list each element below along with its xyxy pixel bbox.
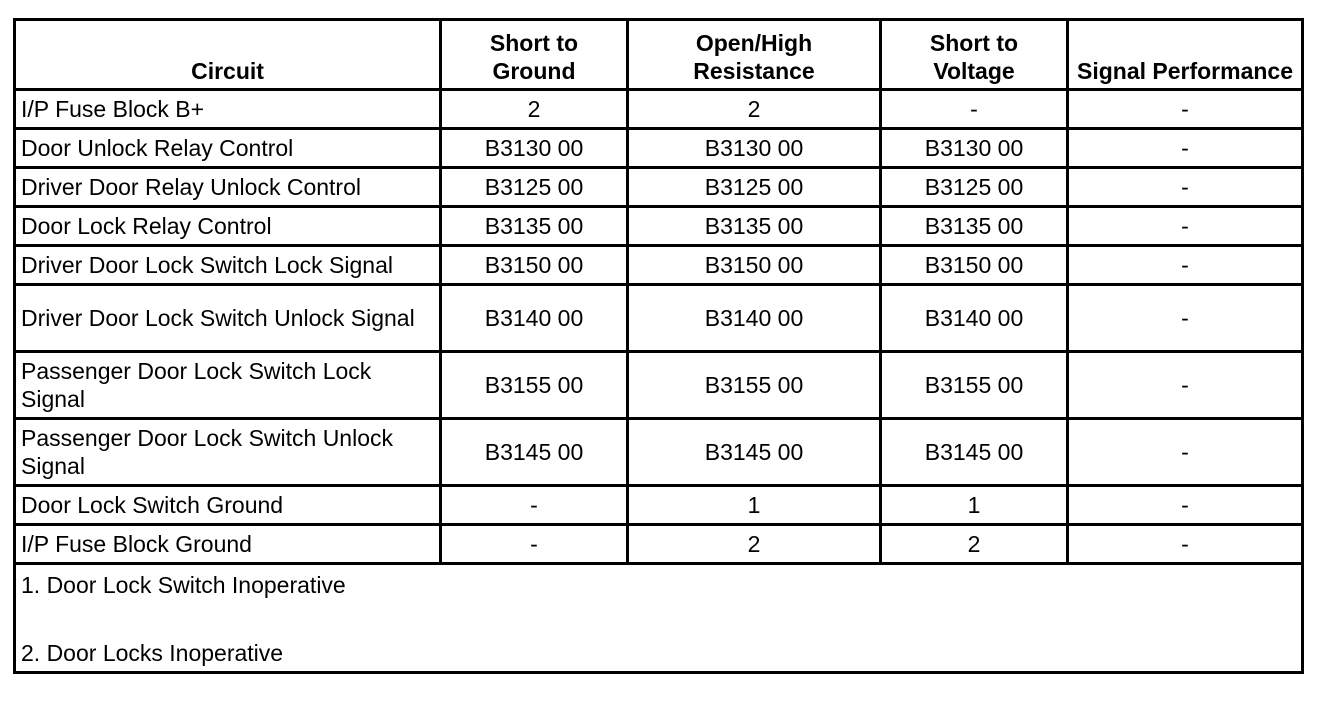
short-to-ground-cell: B3150 00 (441, 246, 628, 285)
signal-performance-cell: - (1068, 486, 1303, 525)
short-to-voltage-cell: B3135 00 (881, 207, 1068, 246)
table-row (15, 419, 1303, 486)
short-to-voltage-cell: - (881, 90, 1068, 129)
dtc-table-container (13, 18, 1301, 674)
short-to-ground-cell: B3135 00 (441, 207, 628, 246)
circuit-cell: I/P Fuse Block B+ (15, 90, 441, 129)
short-to-ground-cell: B3145 00 (441, 419, 628, 486)
open-high-resistance-cell: B3135 00 (628, 207, 881, 246)
short-to-ground-cell: B3125 00 (441, 168, 628, 207)
circuit-cell: Door Lock Switch Ground (15, 486, 441, 525)
table-row (15, 352, 1303, 419)
header-circuit: Circuit (15, 20, 441, 90)
circuit-cell: Driver Door Lock Switch Unlock Signal (15, 285, 441, 352)
short-to-voltage-cell: B3145 00 (881, 419, 1068, 486)
open-high-resistance-cell: B3145 00 (628, 419, 881, 486)
short-to-voltage-cell: B3155 00 (881, 352, 1068, 419)
table-row (15, 90, 1303, 129)
open-high-resistance-cell: 1 (628, 486, 881, 525)
header-signal-performance: Signal Performance (1068, 20, 1303, 90)
short-to-ground-cell: B3155 00 (441, 352, 628, 419)
short-to-voltage-cell: B3140 00 (881, 285, 1068, 352)
circuit-cell: Passenger Door Lock Switch Lock Signal (15, 352, 441, 419)
short-to-ground-cell: - (441, 525, 628, 564)
signal-performance-cell: - (1068, 525, 1303, 564)
note-spacer (21, 599, 1296, 639)
circuit-cell: Door Unlock Relay Control (15, 129, 441, 168)
short-to-voltage-cell: 2 (881, 525, 1068, 564)
signal-performance-cell: - (1068, 285, 1303, 352)
table-row (15, 525, 1303, 564)
table-row (15, 207, 1303, 246)
open-high-resistance-cell: B3125 00 (628, 168, 881, 207)
short-to-ground-cell: 2 (441, 90, 628, 129)
header-short-to-ground: Short to Ground (441, 20, 628, 90)
short-to-voltage-cell: 1 (881, 486, 1068, 525)
signal-performance-cell: - (1068, 246, 1303, 285)
table-row (15, 168, 1303, 207)
circuit-cell: Door Lock Relay Control (15, 207, 441, 246)
header-row (15, 20, 1303, 90)
signal-performance-cell: - (1068, 352, 1303, 419)
short-to-voltage-cell: B3125 00 (881, 168, 1068, 207)
short-to-voltage-cell: B3130 00 (881, 129, 1068, 168)
signal-performance-cell: - (1068, 419, 1303, 486)
signal-performance-cell: - (1068, 129, 1303, 168)
open-high-resistance-cell: B3155 00 (628, 352, 881, 419)
circuit-cell: Driver Door Lock Switch Lock Signal (15, 246, 441, 285)
circuit-cell: Passenger Door Lock Switch Unlock Signal (15, 419, 441, 486)
table-row (15, 246, 1303, 285)
circuit-dtc-table (13, 18, 1304, 674)
signal-performance-cell: - (1068, 168, 1303, 207)
short-to-voltage-cell: B3150 00 (881, 246, 1068, 285)
circuit-cell: I/P Fuse Block Ground (15, 525, 441, 564)
open-high-resistance-cell: B3130 00 (628, 129, 881, 168)
short-to-ground-cell: B3130 00 (441, 129, 628, 168)
table-row (15, 486, 1303, 525)
short-to-ground-cell: B3140 00 (441, 285, 628, 352)
note-1: 1. Door Lock Switch Inoperative (21, 572, 346, 598)
table-row (15, 129, 1303, 168)
open-high-resistance-cell: B3140 00 (628, 285, 881, 352)
signal-performance-cell: - (1068, 207, 1303, 246)
circuit-cell: Driver Door Relay Unlock Control (15, 168, 441, 207)
header-open-high-resistance: Open/High Resistance (628, 20, 881, 90)
open-high-resistance-cell: 2 (628, 525, 881, 564)
short-to-ground-cell: - (441, 486, 628, 525)
signal-performance-cell: - (1068, 90, 1303, 129)
notes-row (15, 564, 1303, 673)
open-high-resistance-cell: 2 (628, 90, 881, 129)
header-short-to-voltage: Short to Voltage (881, 20, 1068, 90)
open-high-resistance-cell: B3150 00 (628, 246, 881, 285)
note-2: 2. Door Locks Inoperative (21, 640, 284, 666)
table-row (15, 285, 1303, 352)
notes-cell (15, 564, 1303, 673)
